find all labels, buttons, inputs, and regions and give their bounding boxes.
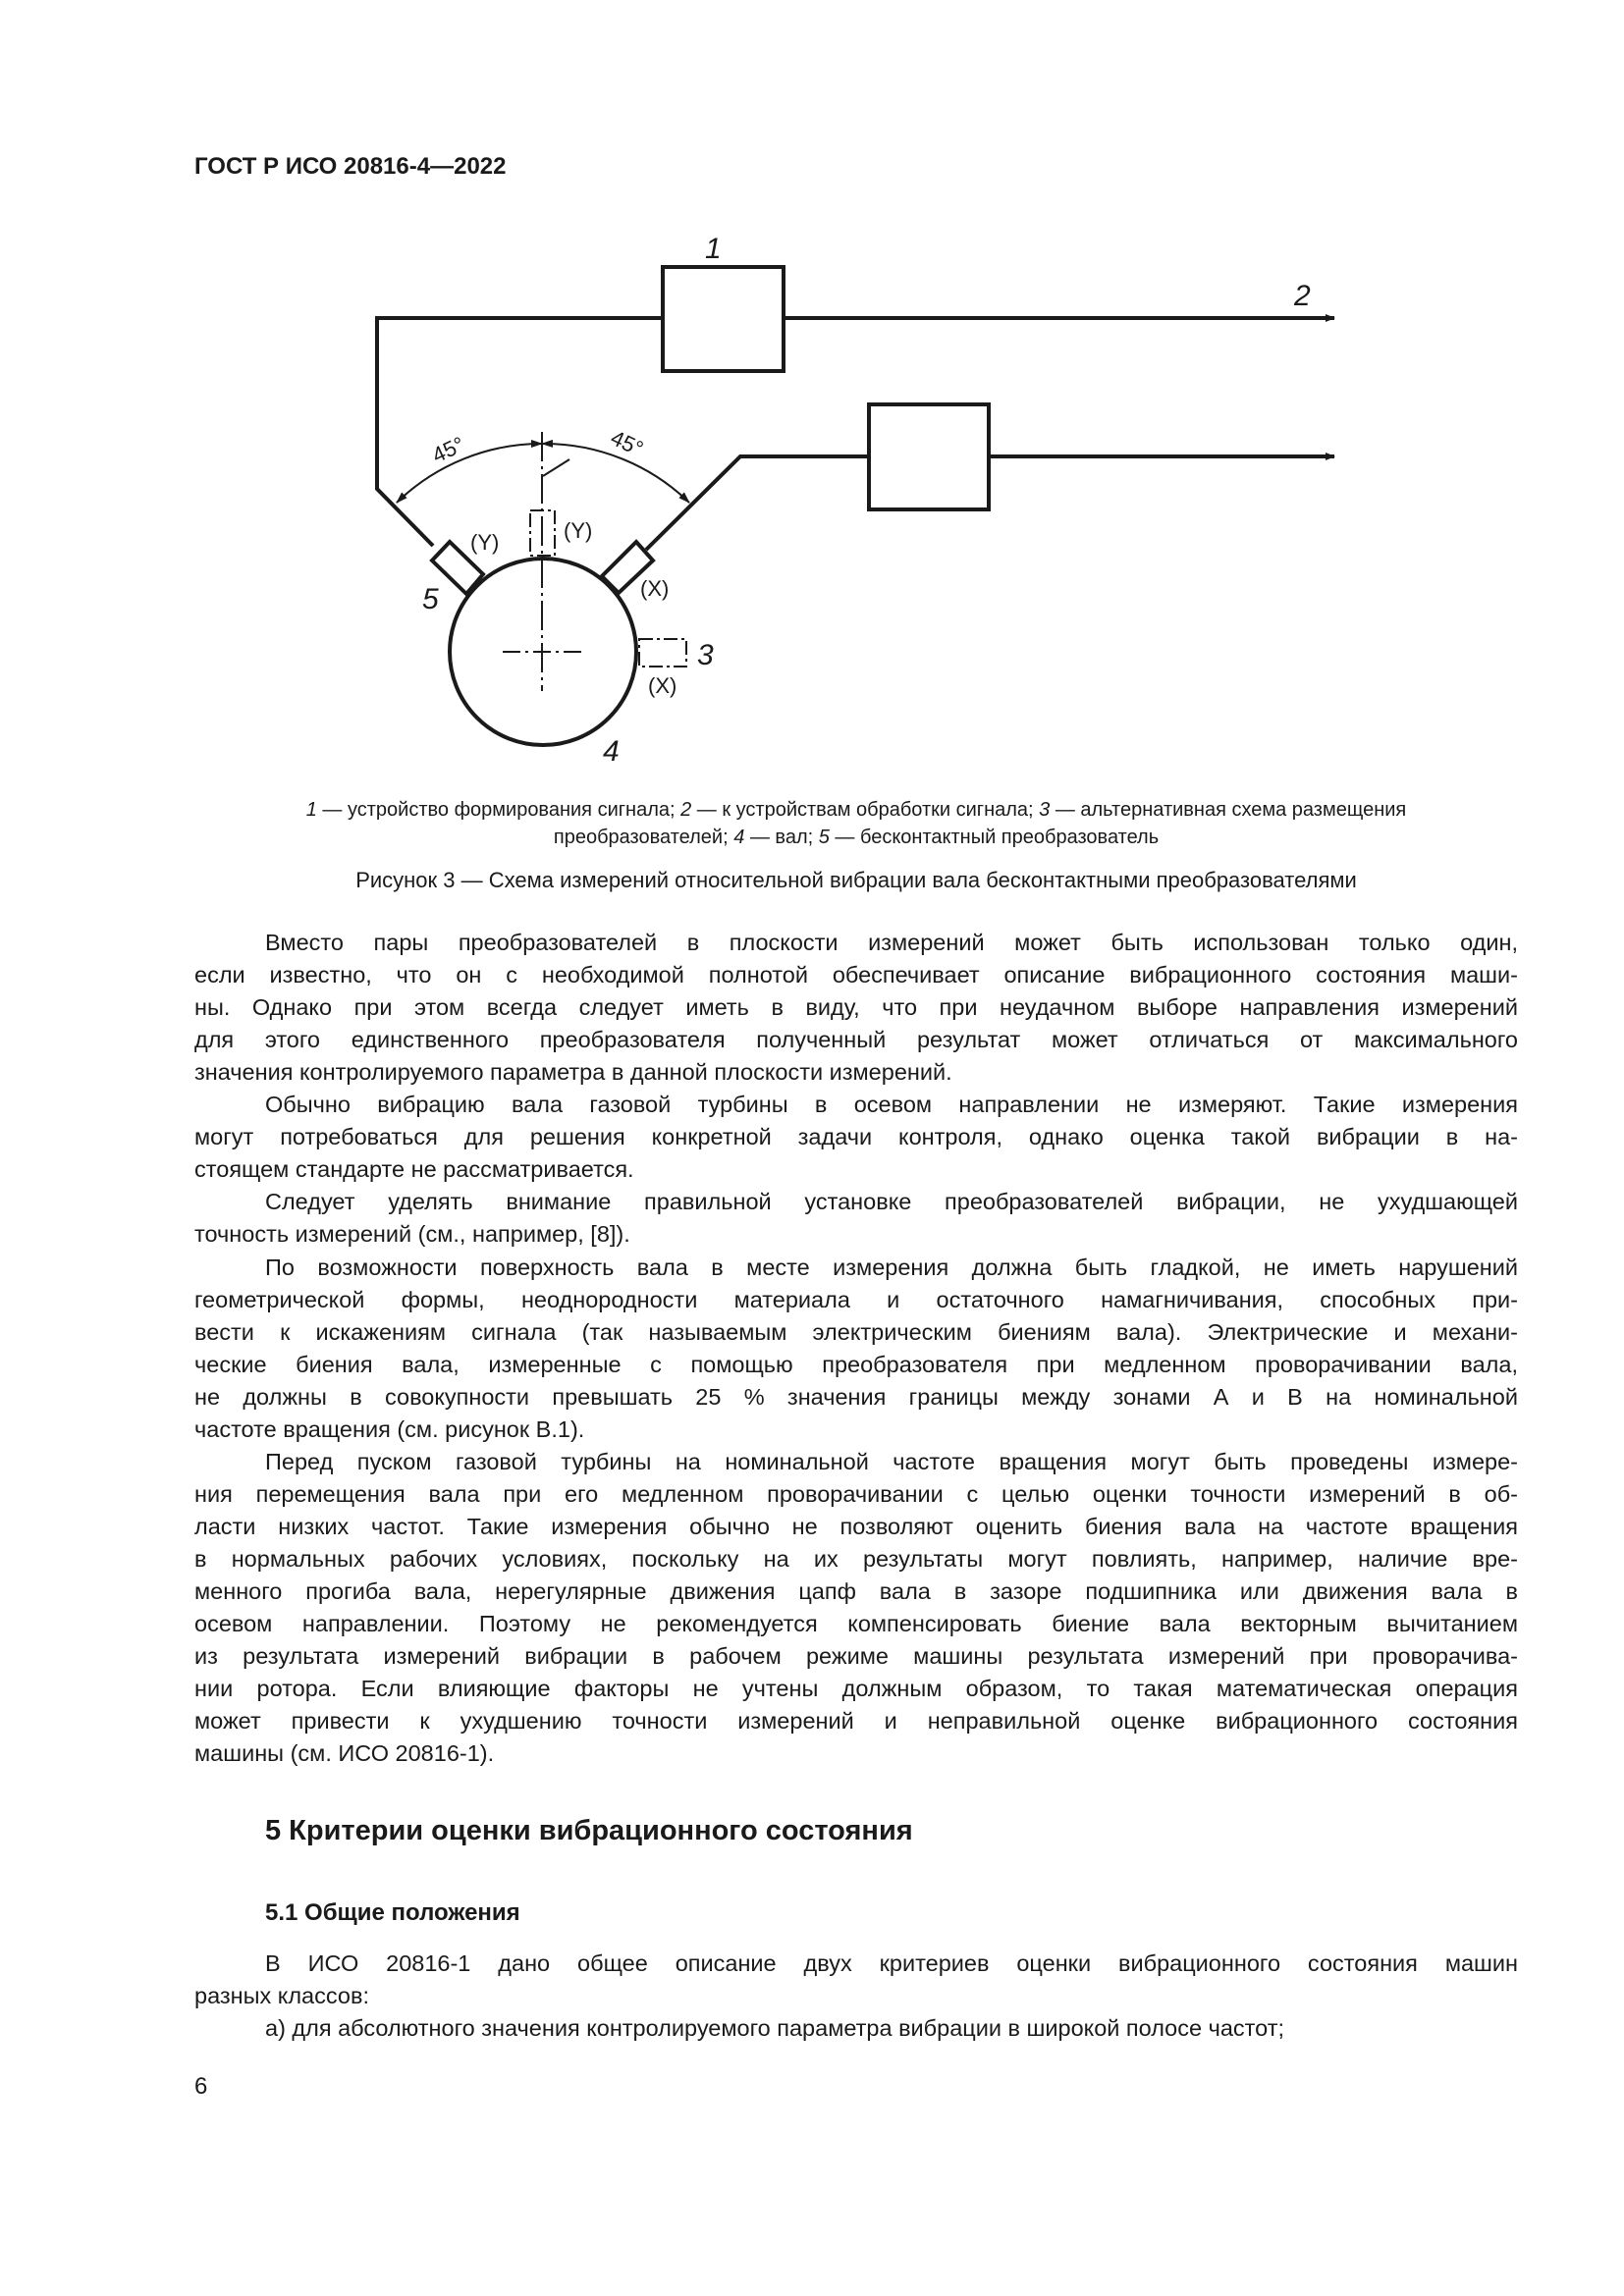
label-y-top: (Y) [564, 518, 593, 543]
subsection-heading: 5.1 Общие положения [265, 1899, 520, 1926]
paragraph-line: По возможности поверхность вала в месте измерения должна быть гладкой, не иметь нарушений [265, 1254, 1518, 1280]
figure-3-diagram [0, 0, 1624, 785]
paragraph-line: значения контролируемого параметра в данной плоскости измерений. [194, 1059, 952, 1086]
paragraph-line: может привести к ухудшению точности измерений и неправильной оценке вибрационного состояния [194, 1708, 1518, 1735]
signal-conditioner-box-2 [869, 404, 989, 509]
paragraph-line: стоящем стандарте не рассматривается. [194, 1156, 634, 1183]
paragraph-line: в нормальных рабочих условиях, поскольку на их результаты могут повлиять, например, наличие вре- [194, 1545, 1518, 1572]
paragraph-line: из результата измерений вибрации в рабочем режиме машины результата измерений при проворачива- [194, 1643, 1518, 1670]
probe-x-alt [639, 639, 686, 667]
paragraph-line: могут потребоваться для решения конкретной задачи контроля, однако оценка такой вибрации в на- [194, 1124, 1518, 1150]
label-y-left: (Y) [470, 530, 500, 555]
angle-arc-right [542, 444, 689, 503]
label-3: 3 [697, 639, 714, 671]
paragraph-line: осевом направлении. Поэтому не рекомендуется компенсировать биение вала векторным вычитанием [194, 1611, 1518, 1637]
angle-label-left: 45° [428, 431, 468, 468]
paragraph-line: машины (см. ИСО 20816-1). [194, 1740, 495, 1767]
paragraph-line: Следует уделять внимание правильной установке преобразователей вибрации, не ухудшающей [265, 1189, 1518, 1215]
section-heading: 5 Критерии оценки вибрационного состояния [265, 1815, 913, 1846]
paragraph-line: ны. Однако при этом всегда следует иметь в виду, что при неудачном выборе направления измерений [194, 994, 1518, 1021]
paragraph-line: для этого единственного преобразователя полученный результат может отличаться от максимального [194, 1027, 1518, 1053]
paragraph-line: Перед пуском газовой турбины на номинальной частоте вращения могут быть проведены измере- [265, 1448, 1518, 1474]
label-5: 5 [422, 583, 439, 615]
document-header: ГОСТ Р ИСО 20816-4—2022 [194, 153, 507, 180]
label-4: 4 [603, 735, 620, 768]
paragraph-line: Обычно вибрацию вала газовой турбины в осевом направлении не измеряют. Такие измерения [265, 1092, 1518, 1118]
label-x-alt: (X) [648, 673, 677, 698]
angle-label-right: 45° [607, 425, 648, 461]
paragraph-line: нии ротора. Если влияющие факторы не учтены должным образом, то такая математическая операция [194, 1676, 1518, 1702]
signal-line-2 [646, 456, 869, 550]
paragraph-line: если известно, что он с необходимой полнотой обеспечивает описание вибрационного состояния маши- [194, 962, 1518, 988]
paragraph-line: точность измерений (см., например, [8]). [194, 1221, 630, 1248]
label-x-right: (X) [640, 576, 670, 601]
paragraph-line: частоте вращения (см. рисунок В.1). [194, 1415, 585, 1442]
figure-caption: Рисунок 3 — Схема измерений относительной вибрации вала бесконтактными преобразователями [355, 868, 1357, 892]
label-1: 1 [705, 233, 722, 265]
label-2: 2 [1294, 280, 1311, 312]
paragraph-line: вести к искажениям сигнала (так называемым электрическим биениям вала). Электрические и механи- [194, 1318, 1518, 1345]
figure-legend-line-1: 1 — устройство формирования сигнала; 2 — к устройствам обработки сигнала; 3 — альтернативная схема размещения [305, 799, 1407, 821]
signal-conditioner-box-1 [663, 267, 784, 371]
figure-legend-line-2: преобразователей; 4 — вал; 5 — бесконтактный преобразователь [553, 827, 1160, 848]
paragraph-line: ласти низких частот. Такие измерения обычно не позволяют оценить биения вала на частоте вращения [194, 1513, 1518, 1539]
paragraph-line: ния перемещения вала при его медленном проворачивании с целью оценки точности измерений в об- [194, 1480, 1518, 1507]
angle-arc-left [397, 444, 542, 503]
paragraph-line: разных классов: [194, 1983, 369, 2008]
paragraph-line: геометрической формы, неоднородности материала и остаточного намагничивания, способных при- [194, 1286, 1518, 1312]
paragraph-line: ческие биения вала, измеренные с помощью преобразователя при медленном проворачивании вала, [194, 1351, 1518, 1377]
paragraph-line: Вместо пары преобразователей в плоскости измерений может быть использован только один, [265, 930, 1518, 955]
paragraph-line: не должны в совокупности превышать 25 % значения границы между зонами А и В на номинальной [194, 1383, 1518, 1410]
paragraph-line: В ИСО 20816-1 дано общее описание двух критериев оценки вибрационного состояния машин [265, 1950, 1518, 1976]
list-item-a: а) для абсолютного значения контролируемого параметра вибрации в широкой полосе частот; [265, 2015, 1285, 2041]
paragraph-line: менного прогиба вала, нерегулярные движения цапф вала в зазоре подшипника или движения вала в [194, 1578, 1518, 1604]
page-number: 6 [194, 2073, 208, 2100]
